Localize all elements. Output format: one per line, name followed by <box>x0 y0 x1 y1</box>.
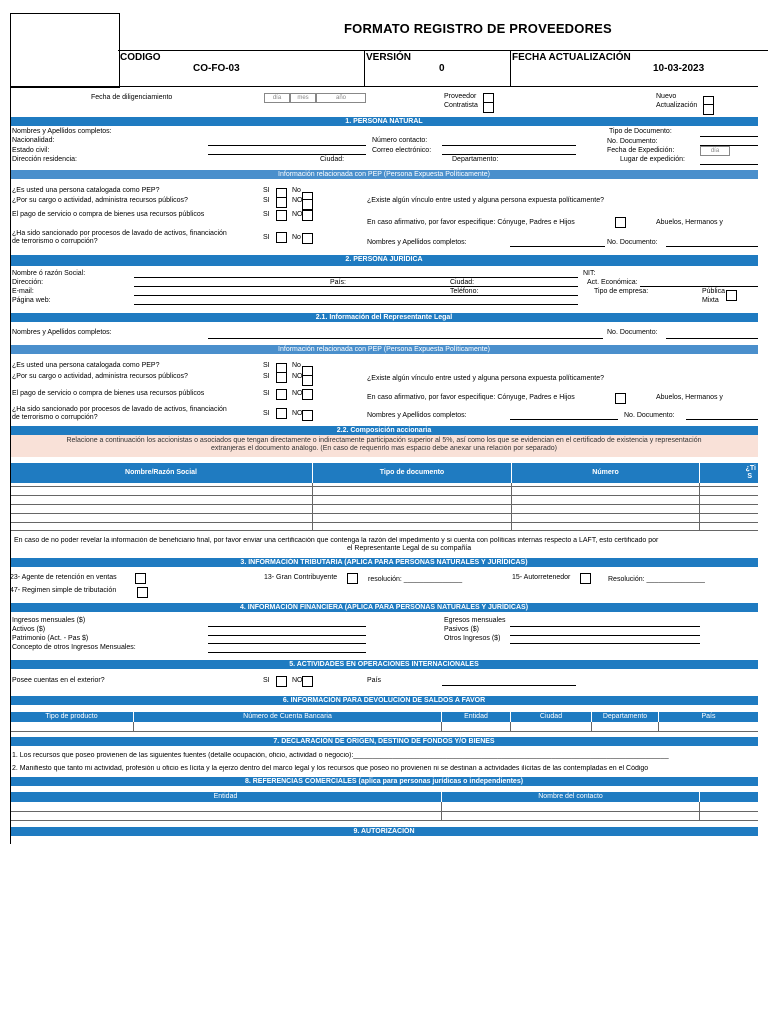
composicion-col-nombre: Nombre/Razón Social <box>10 463 312 483</box>
pep1-q3-si-checkbox[interactable] <box>276 210 287 221</box>
trib-regimen-checkbox[interactable] <box>137 587 148 598</box>
pep2-q3: El pago de servicio o compra de bienes usa recursos públicos <box>12 390 205 397</box>
trib-agente-checkbox[interactable] <box>135 573 146 584</box>
section-referencias: 8. REFERENCIAS COMERCIALES (aplica para personas jurídicas o independientes) <box>10 777 758 786</box>
composicion-col-numero: Número <box>512 463 699 483</box>
pep2-abuelos: Abuelos, Hermanos y <box>656 394 723 401</box>
section-pep-2: Información relacionada con PEP (Persona Expuesta Políticamente) <box>10 345 758 354</box>
pep1-q1: ¿Es usted una persona catalogada como PEP? <box>12 187 160 194</box>
actualizacion-label: Actualización <box>656 102 698 109</box>
fecha-label: FECHA ACTUALIZACIÓN <box>512 52 631 63</box>
trib-autorretenedor-label: 15- Autorretenedor <box>512 574 571 581</box>
pn-departamento-label: Departamento: <box>452 156 499 163</box>
pep2-q4b: de terrorismo o corrupción? <box>12 414 98 421</box>
int-cuentas-label: Posee cuentas en el exterior? <box>12 677 105 684</box>
version-label: VERSIÓN <box>366 52 412 63</box>
contratista-checkbox[interactable] <box>483 102 494 113</box>
pep2-q4-si-checkbox[interactable] <box>276 408 287 419</box>
fin-ingresos-label: Ingresos mensuales ($) <box>12 617 86 624</box>
ref-col-entidad: Entidad <box>10 792 441 802</box>
fin-activos-label: Activos ($) <box>12 626 46 633</box>
composicion-col-extra-l2: S <box>747 473 752 480</box>
pep1-q1-no-label: No <box>292 187 301 194</box>
trib-autorretenedor-checkbox[interactable] <box>580 573 591 584</box>
pep2-q4-no-label: NO <box>292 410 303 417</box>
int-si-label: SI <box>263 677 270 684</box>
pn-correo-label: Correo electrónico: <box>372 147 432 154</box>
trib-gran-label: 13- Gran Contribuyente <box>264 574 338 581</box>
pep1-vinculo: ¿Existe algún vínculo entre usted y alguna persona expuesta políticamente? <box>367 197 604 204</box>
composicion-note-line1: Relacione a continuación los accionistas o asociados que tengan directamente o indirectamente participación superior al 5%, así como los que se evidencian en el certificado de existencia y representación <box>66 437 702 444</box>
fin-patrimonio-label: Patrimonio (Act. - Pas $) <box>12 635 89 642</box>
proveedor-label: Proveedor <box>444 93 477 100</box>
fin-egresos-label: Egresos mensuales <box>444 617 506 624</box>
pep2-q2-no-checkbox[interactable] <box>302 375 313 386</box>
dev-col-pais: País <box>659 712 758 722</box>
decl-line2: 2. Manifiesto que tanto mi actividad, profesión u oficio es lícita y la ejerzo dentro del marco legal y los recursos que poseo no provienen ni se destinan a actividades ilícitas de las contempladas en el Código <box>12 765 649 772</box>
int-pais-label: País <box>367 677 382 684</box>
pj-pagina-label: Página web: <box>12 297 51 304</box>
pn-lugar-exp-label: Lugar de expedición: <box>620 156 685 163</box>
pep1-q2-no-checkbox[interactable] <box>302 199 313 210</box>
section-financiera: 4. INFORMACIÓN FINANCIERA (APLICA PARA PERSONAS NATURALES Y JURÍDICAS) <box>10 603 758 612</box>
section-persona-juridica: 2. PERSONA JURÍDICA <box>10 255 758 266</box>
pep1-q3: El pago de servicio o compra de bienes usa recursos públicos <box>12 211 205 218</box>
anio-field[interactable]: año <box>316 93 366 103</box>
pj-email-label: E-mail: <box>12 288 34 295</box>
codigo-value: CO-FO-03 <box>193 63 240 74</box>
pep1-q4-si-checkbox[interactable] <box>276 232 287 243</box>
pep2-nombres: Nombres y Apellidos completos: <box>367 412 467 419</box>
pep2-padres-checkbox[interactable] <box>615 393 626 404</box>
pep1-q4-no-checkbox[interactable] <box>302 233 313 244</box>
int-no-label: NO <box>292 677 303 684</box>
form-title: FORMATO REGISTRO DE PROVEEDORES <box>344 21 612 36</box>
dev-col-ciudad: Ciudad <box>511 712 591 722</box>
composicion-col-tipo: Tipo de documento <box>313 463 511 483</box>
pj-direccion-label: Dirección: <box>12 279 44 286</box>
pep2-q3-no-label: NO <box>292 390 303 397</box>
pep2-q2-no-label: NO <box>292 373 303 380</box>
pn-estado-civil-label: Estado civil: <box>12 147 50 154</box>
pep2-q3-no-checkbox[interactable] <box>302 389 313 400</box>
version-value: 0 <box>439 63 445 74</box>
pn-direccion-label: Dirección residencia: <box>12 156 77 163</box>
pn-nacionalidad-label: Nacionalidad: <box>12 137 55 144</box>
nuevo-label: Nuevo <box>656 93 677 100</box>
rl-nombres-label: Nombres y Apellidos completos: <box>12 329 112 336</box>
pep1-q3-no-label: NO <box>292 211 303 218</box>
mes-field[interactable]: mes <box>290 93 316 103</box>
section-pep-1: Información relacionada con PEP (Persona Expuesta Políticamente) <box>10 170 758 179</box>
dev-col-tipo: Tipo de producto <box>10 712 133 722</box>
pep1-padres-checkbox[interactable] <box>615 217 626 228</box>
pep2-q3-si-label: SI <box>263 390 270 397</box>
pep1-q2-si-label: SI <box>263 197 270 204</box>
pep1-afirmativo: En caso afirmativo, por favor especifique: Cónyuge, Padres e Hijos <box>367 219 575 226</box>
pep2-q2-si-label: SI <box>263 373 270 380</box>
pep2-no-doc: No. Documento: <box>624 412 675 419</box>
section-persona-natural: 1. PERSONA NATURAL <box>10 117 758 126</box>
fecha-value: 10-03-2023 <box>653 63 705 74</box>
pep1-q4a: ¿Ha sido sancionado por procesos de lavado de activos, financiación <box>12 230 227 237</box>
actualizacion-checkbox[interactable] <box>703 104 714 115</box>
dia-field[interactable]: día <box>264 93 290 103</box>
pj-act-eco-label: Act. Económica: <box>587 279 638 286</box>
codigo-label: CODIGO <box>120 52 161 63</box>
section-composicion-accionaria: 2.2. Composición accionaria <box>10 426 758 435</box>
composicion-col-extra <box>700 463 758 483</box>
pep2-q3-si-checkbox[interactable] <box>276 389 287 400</box>
pep1-q3-no-checkbox[interactable] <box>302 210 313 221</box>
trib-gran-checkbox[interactable] <box>347 573 358 584</box>
fin-concepto-label: Concepto de otros Ingresos Mensuales: <box>12 644 136 651</box>
pep2-q1-no-label: No <box>292 362 301 369</box>
pep1-q4-si-label: SI <box>263 234 270 241</box>
fin-pasivos-label: Pasivos ($) <box>444 626 480 633</box>
int-no-checkbox[interactable] <box>302 676 313 687</box>
pn-fecha-exp-dia[interactable]: día <box>700 146 730 156</box>
decl-line1: 1. Los recursos que poseo provienen de las siguientes fuentes (detalle ocupación, oficio, actividad o negocio):_________________________________________________________________________________ <box>12 752 669 759</box>
composicion-col-extra-l1: ¿Ti <box>745 465 756 472</box>
trib-resolucion2-label: Resolución: _______________ <box>608 576 705 583</box>
pj-publica-checkbox[interactable] <box>726 290 737 301</box>
section-representante-legal: 2.1. Información del Representante Legal <box>10 313 758 322</box>
fin-otros-label: Otros Ingresos ($) <box>444 635 501 642</box>
pj-pais-label: País: <box>330 279 346 286</box>
pep1-abuelos: Abuelos, Hermanos y <box>656 219 723 226</box>
pj-telefono-label: Teléfono: <box>450 288 479 295</box>
pj-razon-label: Nombre ó razón Social: <box>12 270 86 277</box>
trib-regimen-label: 47- Regimen simple de tributación <box>10 587 117 594</box>
pn-tipo-doc-label: Tipo de Documento: <box>609 128 672 135</box>
dev-col-departamento: Departamento <box>592 712 658 722</box>
pn-numero-contacto-label: Número contacto: <box>372 137 428 144</box>
section-tributaria: 3. INFORMACIÓN TRIBUTARIA (APLICA PARA PERSONAS NATURALES Y JURÍDICAS) <box>10 558 758 567</box>
section-internacional: 5. ACTIVIDADES EN OPERACIONES INTERNACIONALES <box>10 660 758 669</box>
pj-tipo-empresa-label: Tipo de empresa: <box>594 288 649 295</box>
logo-box <box>10 13 120 88</box>
pn-nombres-label: Nombres y Apellidos completos: <box>12 128 112 135</box>
pep1-q4b: de terrorismo o corrupción? <box>12 238 98 245</box>
section-autorizacion: 9. AUTORIZACIÓN <box>10 827 758 836</box>
composicion-note-line2: extranjeras el documento análogo. (En caso de requerirlo mas espacio debe anexar una relación por separado) <box>211 445 557 452</box>
pep1-q2: ¿Por su cargo o actividad, administra recursos públicos? <box>12 197 188 204</box>
pep2-q1-si-label: SI <box>263 362 270 369</box>
ref-col-extra <box>700 792 758 802</box>
fecha-diligenciamiento-label: Fecha de diligenciamiento <box>91 94 173 101</box>
pn-ciudad-label: Ciudad: <box>320 156 345 163</box>
pep1-q2-no-label: NO <box>292 197 303 204</box>
rl-no-doc-label: No. Documento: <box>607 329 658 336</box>
pj-mixta-label: Mixta <box>702 297 719 304</box>
pep1-q1-si-label: SI <box>263 187 270 194</box>
pn-fecha-exp-label: Fecha de Expedición: <box>607 147 675 154</box>
int-si-checkbox[interactable] <box>276 676 287 687</box>
pep2-q2-si-checkbox[interactable] <box>276 372 287 383</box>
trib-resolucion-label: resolución: _______________ <box>368 576 463 583</box>
dev-col-cuenta: Número de Cuenta Bancaria <box>134 712 441 722</box>
section-declaracion: 7. DECLARACIÓN DE ORIGEN, DESTINO DE FONDOS Y/O BIENES <box>10 737 758 746</box>
pep1-q2-si-checkbox[interactable] <box>276 197 287 208</box>
ref-col-contacto: Nombre del contacto <box>442 792 699 802</box>
pep2-q4-no-checkbox[interactable] <box>302 410 313 421</box>
pep1-q3-si-label: SI <box>263 211 270 218</box>
pn-no-doc-label: No. Documento: <box>607 138 658 145</box>
pep2-q1: ¿Es usted una persona catalogada como PEP? <box>12 362 160 369</box>
pep2-vinculo: ¿Existe algún vínculo entre usted y alguna persona expuesta políticamente? <box>367 375 604 382</box>
contratista-label: Contratista <box>444 102 478 109</box>
pep2-q4-si-label: SI <box>263 410 270 417</box>
composicion-note <box>10 435 758 457</box>
pep1-q4-no-label: No <box>292 234 301 241</box>
pj-publica-label: Pública <box>702 288 725 295</box>
pep1-nombres: Nombres y Apellidos completos: <box>367 239 467 246</box>
pj-ciudad-label: Ciudad: <box>450 279 475 286</box>
composicion-foot1: En caso de no poder revelar la información de beneficiario final, por favor enviar una certificación que contenga la razón del impedimento y si cuenta con políticas internas respecto a LAFT, esto certificado por <box>14 537 659 544</box>
trib-agente-label: 23- Agente de retención en ventas <box>10 574 117 581</box>
pep2-q2: ¿Por su cargo o actividad, administra recursos públicos? <box>12 373 188 380</box>
pep2-q4a: ¿Ha sido sancionado por procesos de lavado de activos, financiación <box>12 406 227 413</box>
composicion-foot2: el Representante Legal de su compañía <box>347 545 472 552</box>
dev-col-entidad: Entidad <box>442 712 510 722</box>
pep1-no-doc: No. Documento: <box>607 239 658 246</box>
pj-nit-label: NIT: <box>583 270 596 277</box>
section-devolucion: 6. INFORMACIÓN PARA DEVOLUCIÓN DE SALDOS A FAVOR <box>10 696 758 705</box>
pep2-afirmativo: En caso afirmativo, por favor especifique: Cónyuge, Padres e Hijos <box>367 394 575 401</box>
